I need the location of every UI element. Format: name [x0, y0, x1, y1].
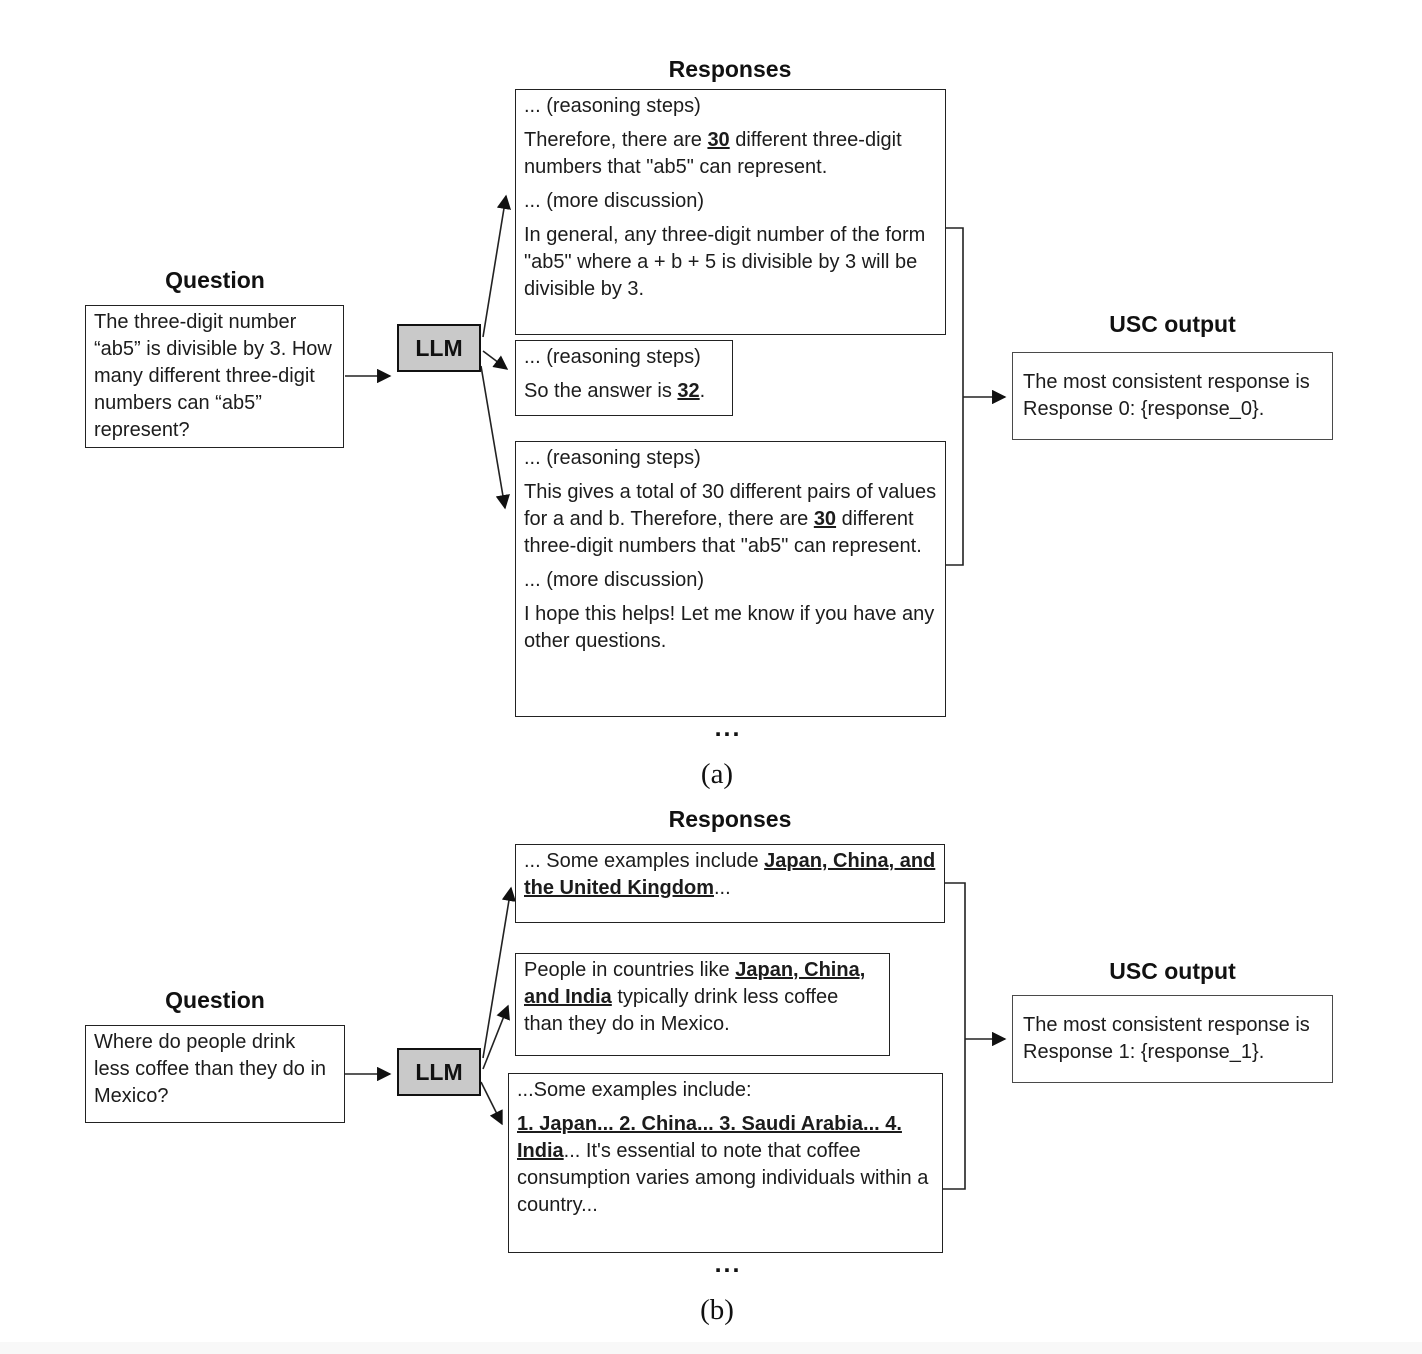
arrow-llm-to-response3-a — [481, 366, 505, 508]
question-box-a: The three-digit number “ab5” is divisible by 3. How many different three-digit numbers can “ab5” represent? — [85, 305, 344, 448]
response-box-b3 — [508, 1073, 943, 1253]
response-paragraph: ... (reasoning steps) — [524, 447, 701, 469]
response-paragraph: 1. Japan... 2. China... 3. Saudi Arabia... 4. India... It's essential to note that coffee consumption varies among individuals within a country... — [517, 1113, 929, 1216]
response-box-a3 — [515, 441, 946, 717]
responses-ellipsis-b: ... — [714, 1250, 742, 1278]
response-paragraph: ... (reasoning steps) — [524, 346, 701, 368]
responses-heading-b: Responses — [668, 806, 792, 832]
response-paragraph: People in countries like Japan, China, and India typically drink less coffee than they do in Mexico. — [524, 959, 866, 1035]
arrow-llm-to-response2-a — [483, 351, 507, 369]
question-heading-b: Question — [165, 987, 265, 1013]
response-paragraph: In general, any three-digit number of the form "ab5" where a + b + 5 is divisible by 3 will be divisible by 3. — [524, 224, 926, 300]
bracket-responses-a — [946, 228, 963, 565]
response-paragraph: ... (more discussion) — [524, 569, 705, 591]
llm-box-b: LLM — [397, 1048, 481, 1096]
usc-heading-b: USC output — [1109, 958, 1236, 984]
response-paragraph: ... (reasoning steps) — [524, 95, 701, 117]
response-paragraph: This gives a total of 30 different pairs of values for a and b. Therefore, there are 30 different three-digit numbers that "ab5" can represent. — [524, 481, 937, 557]
response-box-a2 — [515, 340, 733, 416]
question-heading-a: Question — [165, 267, 265, 293]
usc-heading-a: USC output — [1109, 311, 1236, 337]
response-box-b1 — [515, 844, 945, 923]
arrow-llm-to-response3-b — [481, 1082, 502, 1124]
response-paragraph: I hope this helps! Let me know if you have any other questions. — [524, 603, 935, 652]
responses-heading-a: Responses — [668, 56, 792, 82]
response-paragraph: ... Some examples include Japan, China, and the United Kingdom... — [524, 850, 936, 899]
response-paragraph: ... (more discussion) — [524, 190, 705, 212]
response-paragraph: So the answer is 32. — [524, 380, 706, 402]
panel-caption-a: (a) — [700, 758, 734, 790]
arrow-llm-to-response1-a — [483, 196, 506, 337]
responses-ellipsis-a: ... — [714, 714, 742, 742]
panel-caption-b: (b) — [700, 1294, 734, 1326]
usc-output-box-a: The most consistent response is Response 0: {response_0}. — [1012, 352, 1333, 440]
page-bottom-strip — [0, 1342, 1422, 1354]
llm-box-a: LLM — [397, 324, 481, 372]
response-paragraph: ...Some examples include: — [517, 1079, 752, 1101]
response-box-b2 — [515, 953, 890, 1056]
question-box-b: Where do people drink less coffee than they do in Mexico? — [85, 1025, 345, 1123]
arrow-llm-to-response2-b — [483, 1006, 508, 1069]
bracket-responses-b — [943, 883, 965, 1189]
response-paragraph: Therefore, there are 30 different three-digit numbers that "ab5" can represent. — [524, 129, 902, 178]
response-box-a1 — [515, 89, 946, 335]
usc-output-box-b: The most consistent response is Response 1: {response_1}. — [1012, 995, 1333, 1083]
arrow-llm-to-response1-b — [483, 888, 511, 1058]
